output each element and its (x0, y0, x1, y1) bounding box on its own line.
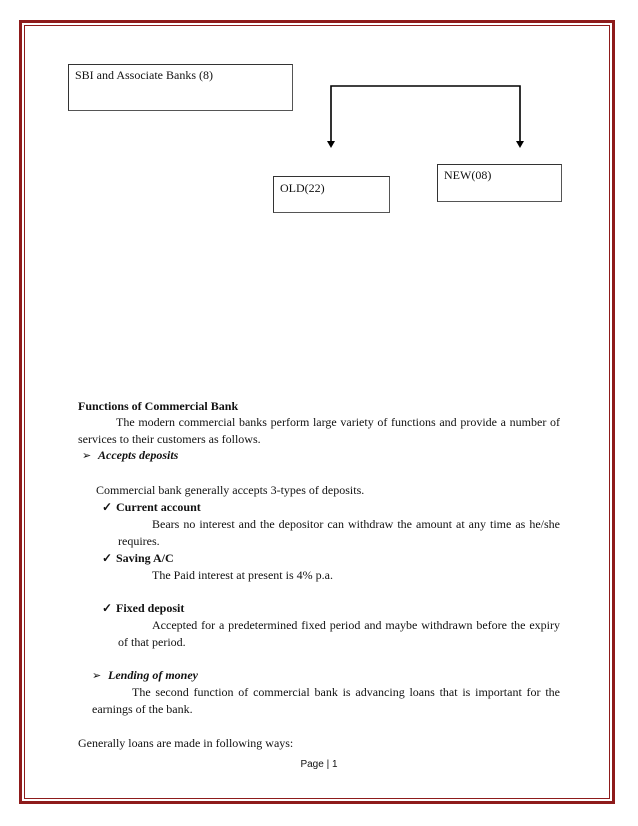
fixed-deposit-text: Accepted for a predetermined fixed period and maybe withdrawn before the expiry of that period. (118, 618, 560, 649)
saving-account-text: The Paid interest at present is 4% p.a. (152, 568, 333, 582)
fixed-deposit-title: Fixed deposit (116, 601, 185, 615)
page-number: Page | 1 (300, 759, 338, 770)
check-icon: ✓ (102, 551, 113, 565)
connector-line (331, 86, 520, 143)
old-box: OLD(22) (273, 176, 390, 213)
lending-title: Lending of money (108, 668, 198, 682)
current-account-text: Bears no interest and the depositor can withdraw the amount at any time as he/she requires. (118, 517, 560, 548)
check-icon: ✓ (102, 601, 113, 615)
sbi-box: SBI and Associate Banks (8) (68, 64, 293, 111)
accepts-deposits-text: Commercial bank generally accepts 3-types of deposits. (96, 483, 365, 497)
arrow-bullet-icon: ➢ (92, 670, 102, 682)
arrow-head-old (327, 141, 335, 148)
check-icon: ✓ (102, 500, 113, 514)
arrow-bullet-icon: ➢ (82, 450, 92, 462)
section-heading: Functions of Commercial Bank (78, 399, 239, 413)
intro-paragraph: The modern commercial banks perform large variety of functions and provide a number of services to their customers as follows. (78, 415, 560, 446)
arrow-head-new (516, 141, 524, 148)
new-box: NEW(08) (437, 164, 562, 202)
lending-item (92, 667, 574, 685)
loans-text: Generally loans are made in following ways: (78, 736, 294, 750)
current-account-title: Current account (116, 500, 201, 514)
saving-account-item (102, 550, 560, 567)
current-account-item (102, 499, 560, 516)
fixed-deposit-item (102, 600, 560, 617)
accepts-deposits-item (82, 447, 564, 465)
lending-text: The second function of commercial bank is advancing loans that is important for the earnings of the bank. (92, 685, 560, 716)
saving-account-title: Saving A/C (116, 551, 174, 565)
accepts-deposits-title: Accepts deposits (98, 448, 179, 462)
